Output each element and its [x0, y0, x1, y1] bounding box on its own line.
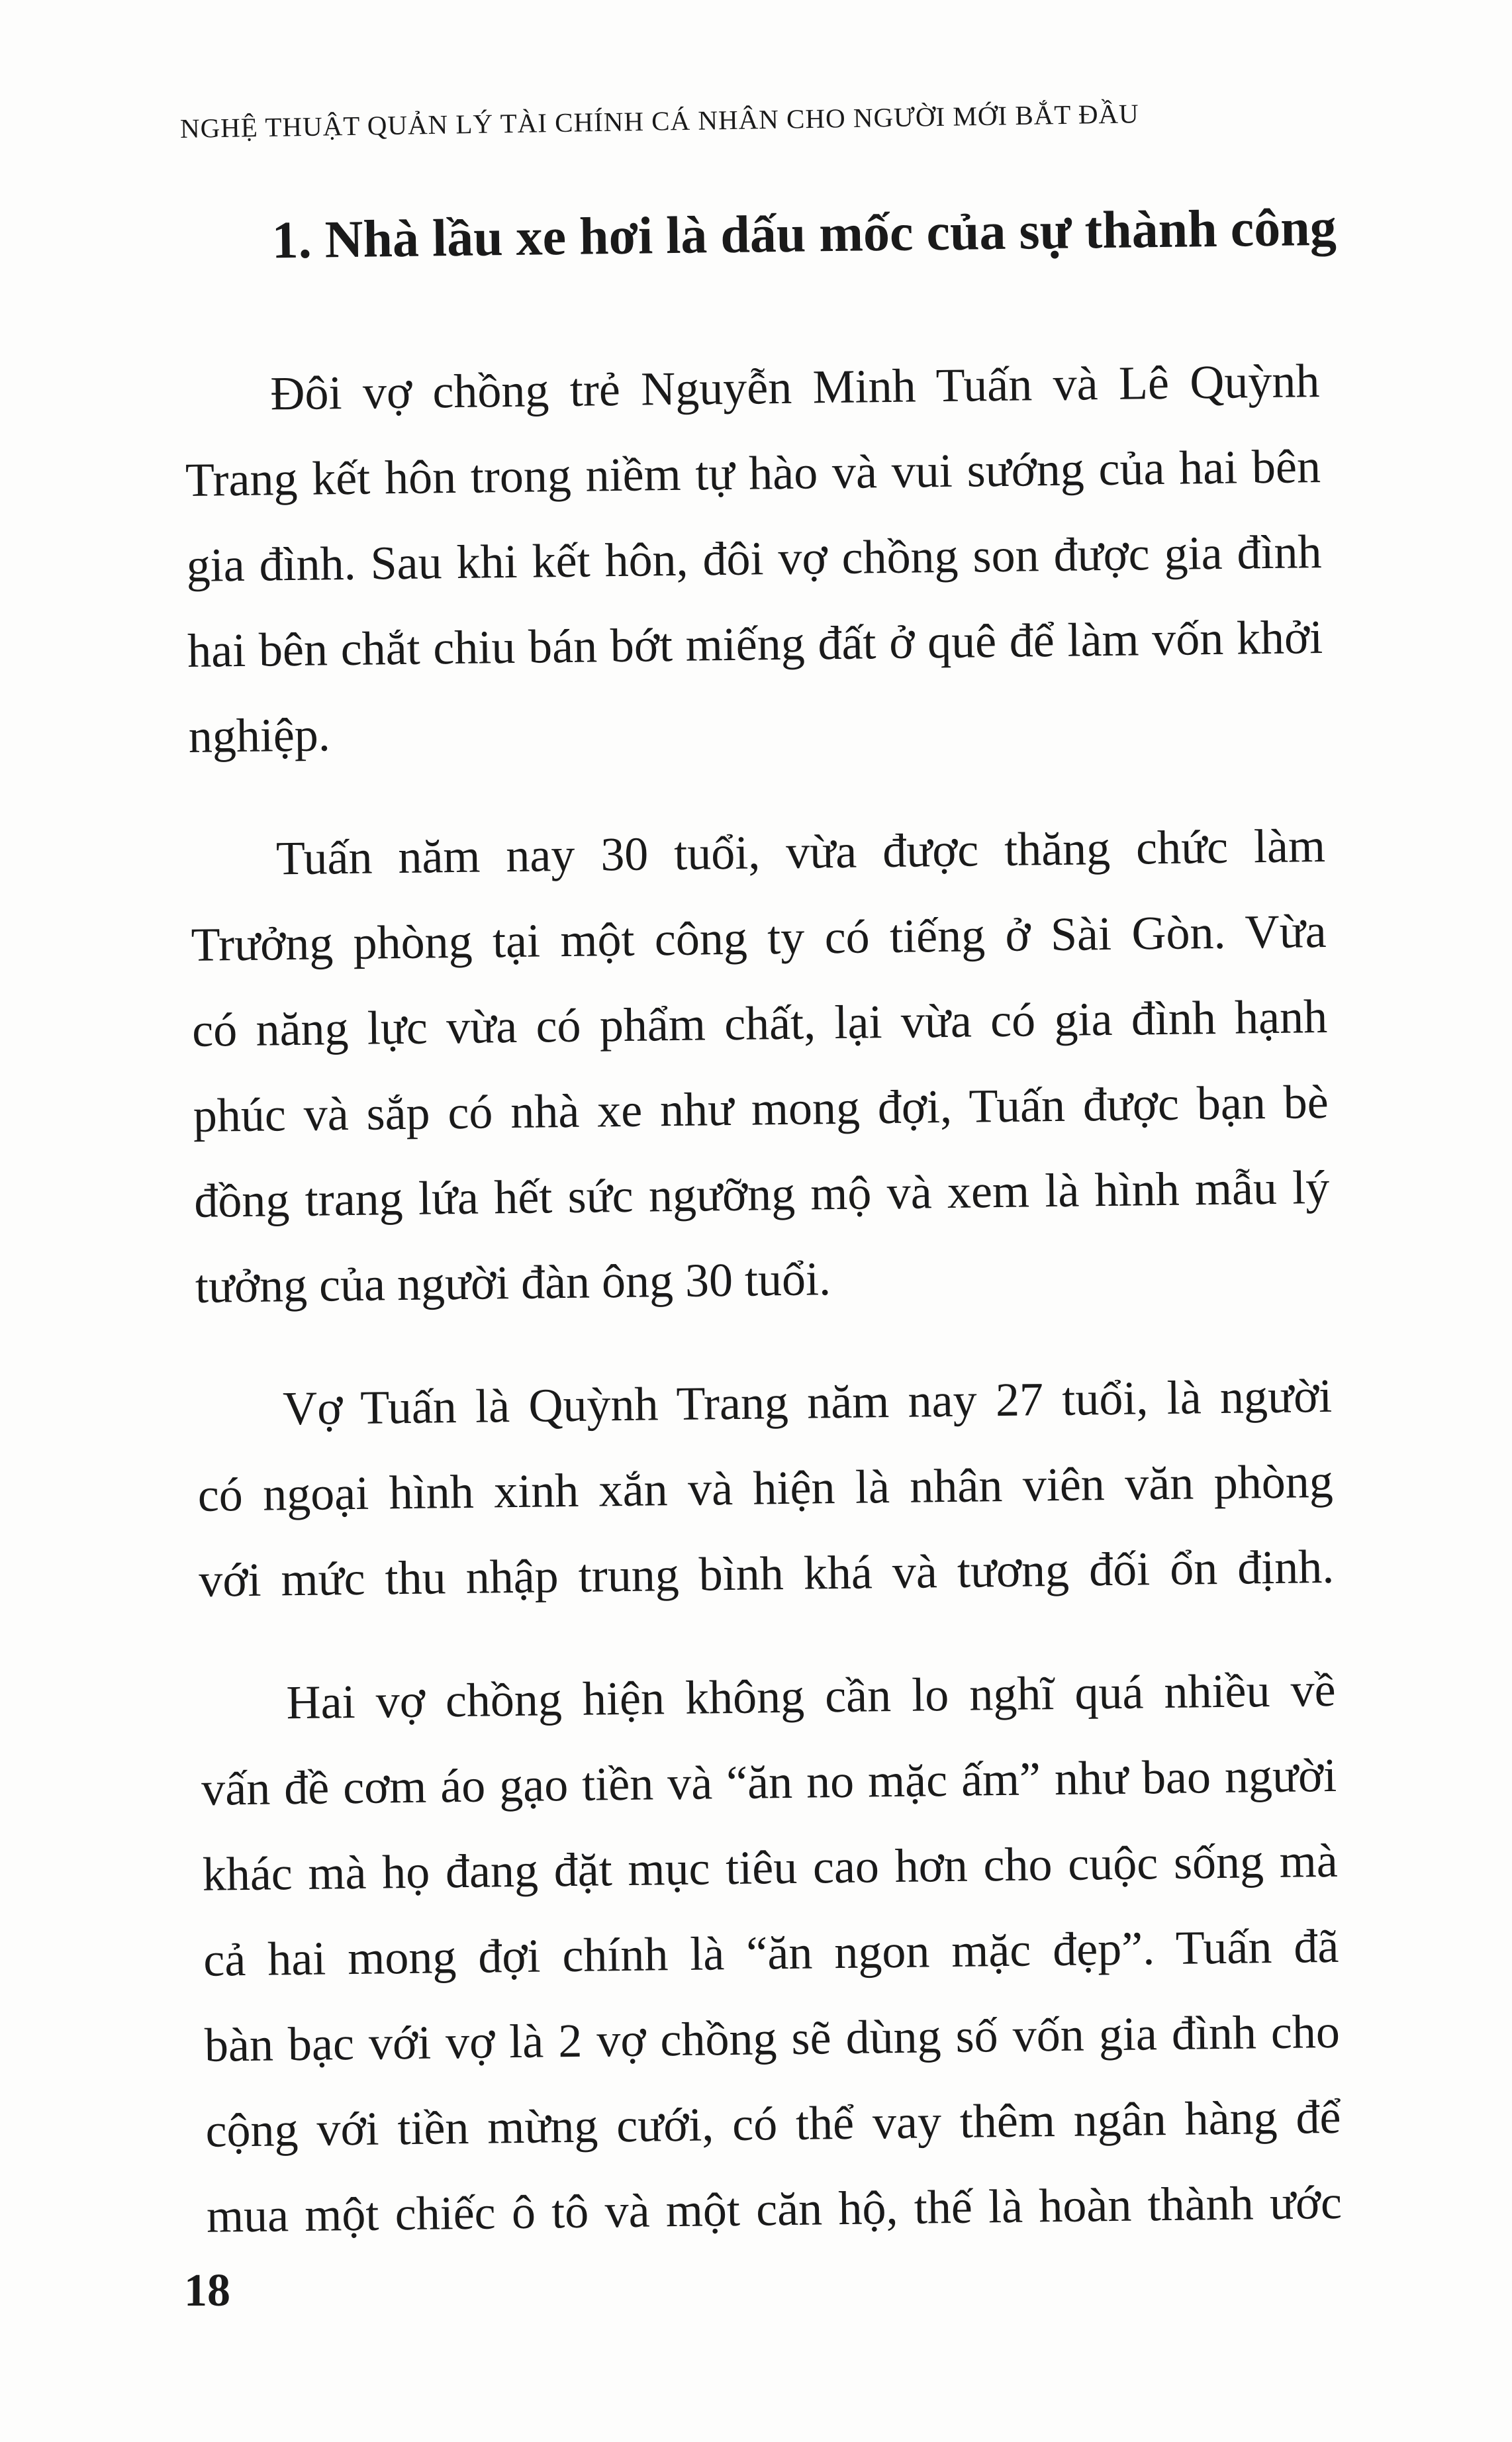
paragraph-line: khác mà họ đang đặt mục tiêu cao hơn cho cuộc sống mà: [202, 1833, 1339, 1901]
paragraph-1: [184, 338, 1325, 779]
paragraph-line: vấn đề cơm áo gạo tiền và “ăn no mặc ấm” như bao người: [201, 1748, 1337, 1816]
paragraph-line: hai bên chắt chiu bán bớt miếng đất ở quê để làm vốn khởi: [187, 610, 1323, 677]
paragraph-line: có năng lực vừa có phẩm chất, lại vừa có gia đình hạnh: [191, 989, 1328, 1057]
paragraph-line: Vợ Tuấn là Quỳnh Trang năm nay 27 tuổi, là người: [282, 1369, 1333, 1436]
paragraph-line: Đôi vợ chồng trẻ Nguyễn Minh Tuấn và Lê Quỳnh: [269, 354, 1320, 420]
paragraph-line: Tuấn năm nay 30 tuổi, vừa được thăng chức làm: [275, 818, 1326, 885]
paragraph-line: Trưởng phòng tại một công ty có tiếng ở Sài Gòn. Vừa: [191, 904, 1327, 971]
paragraph-line: nghiệp.: [188, 708, 331, 763]
paragraph-4: [200, 1647, 1343, 2259]
paragraph-line: với mức thu nhập trung bình khá và tương đối ổn định.: [198, 1539, 1335, 1607]
paragraph-2: [189, 803, 1331, 1330]
paragraph-line: cộng với tiền mừng cưới, có thể vay thêm ngân hàng để: [205, 2090, 1341, 2157]
paragraph-3: [196, 1353, 1335, 1624]
paragraph-line: đồng trang lứa hết sức ngưỡng mộ và xem là hình mẫu lý: [193, 1160, 1330, 1228]
paragraph-line: mua một chiếc ô tô và một căn hộ, thế là hoàn thành ước: [206, 2175, 1343, 2243]
page-number: 18: [184, 2265, 230, 2316]
paragraph-line: cả hai mong đợi chính là “ăn ngon mặc đẹp”. Tuấn đã: [203, 1919, 1339, 1986]
running-header: NGHỆ THUẬT QUẢN LÝ TÀI CHÍNH CÁ NHÂN CHO NGƯỜI MỚI BẮT ĐẦU: [179, 98, 1140, 144]
paragraph-line: Hai vợ chồng hiện không cần lo nghĩ quá nhiều về: [286, 1663, 1337, 1730]
paragraph-line: có ngoại hình xinh xắn và hiện là nhân viên văn phòng: [197, 1454, 1334, 1522]
paragraph-line: gia đình. Sau khi kết hôn, đôi vợ chồng son được gia đình: [186, 525, 1323, 592]
page-body: [182, 191, 1343, 2297]
paragraph-line: tưởng của người đàn ông 30 tuổi.: [195, 1252, 831, 1313]
paragraph-line: Trang kết hôn trong niềm tự hào và vui sướng của hai bên: [185, 440, 1321, 507]
paragraph-line: bàn bạc với vợ là 2 vợ chồng sẽ dùng số vốn gia đình cho: [204, 2004, 1341, 2072]
paragraph-line: phúc và sắp có nhà xe như mong đợi, Tuấn được bạn bè: [193, 1075, 1329, 1142]
section-title: 1. Nhà lầu xe hơi là dấu mốc của sự thành công: [271, 198, 1337, 270]
